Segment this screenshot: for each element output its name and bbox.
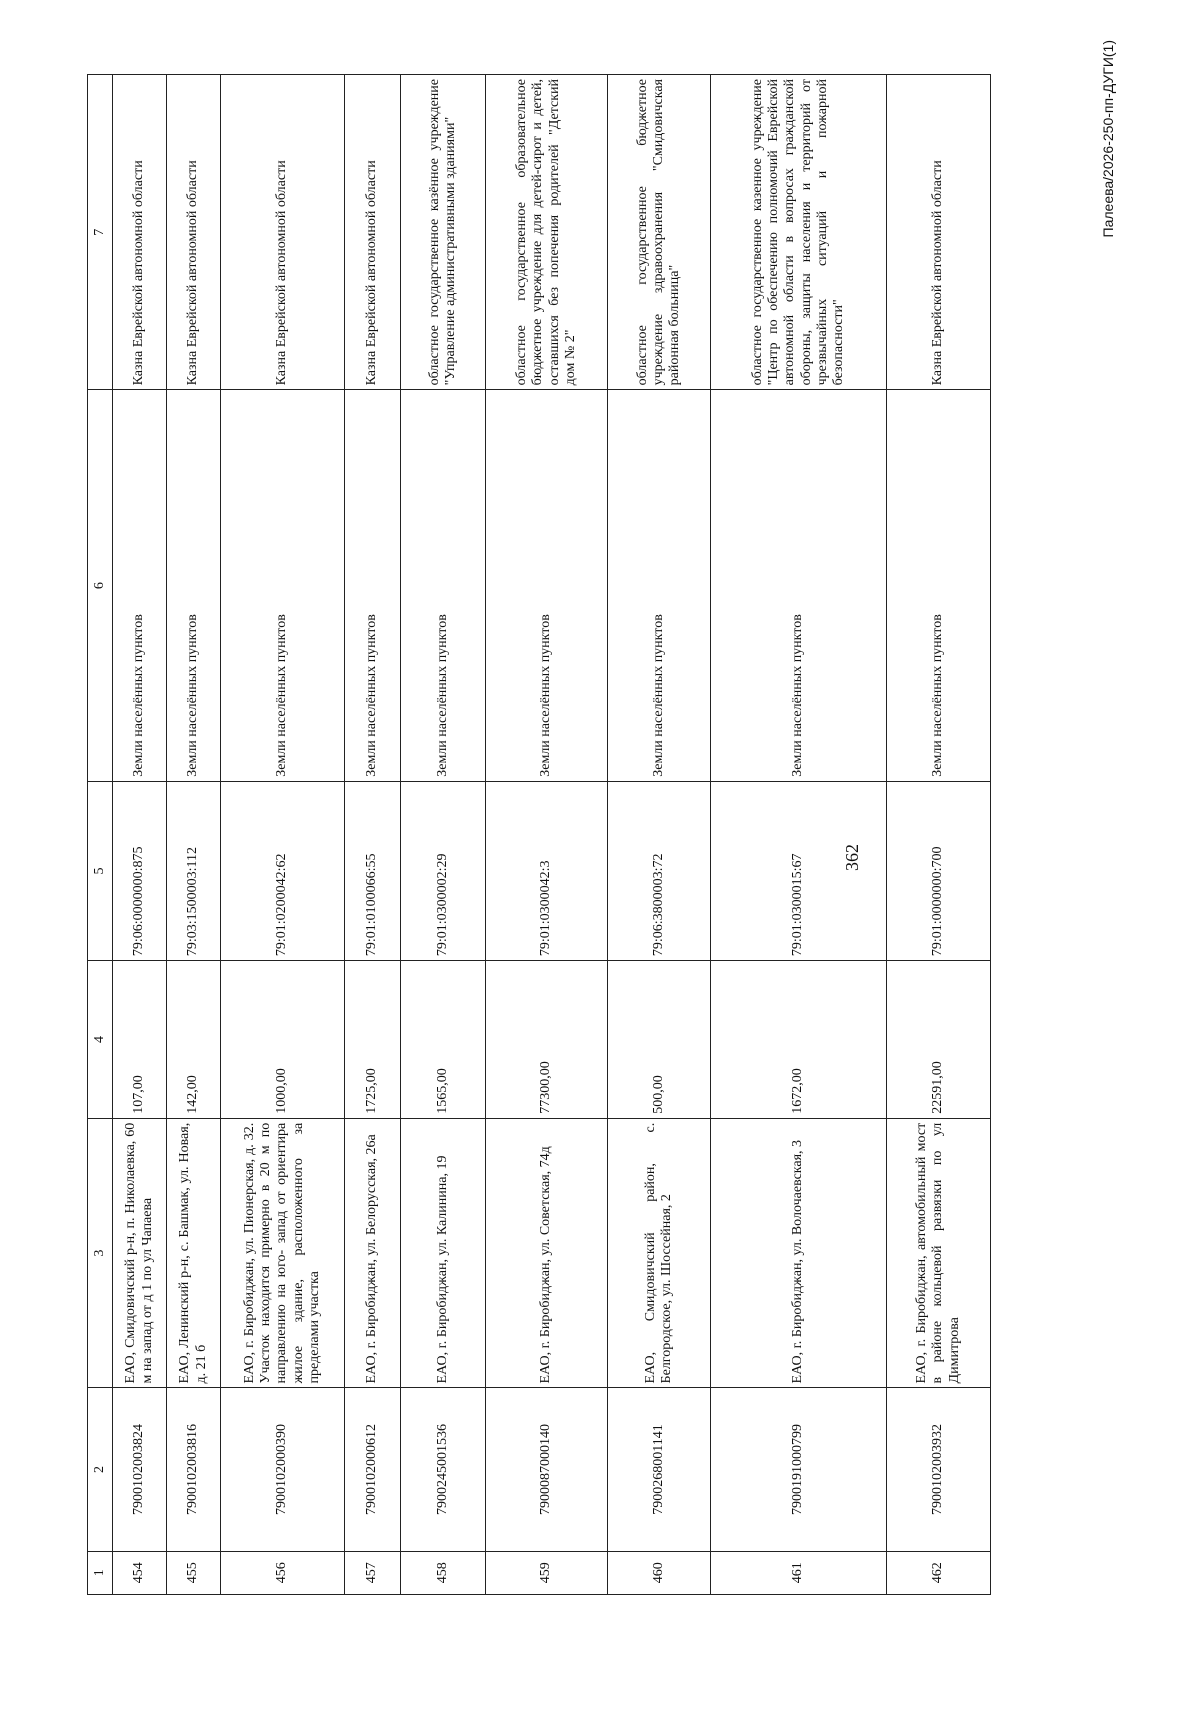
- owner: областное государственное казённое учреждение "Управление административными зданиями": [401, 75, 486, 390]
- table-row: [711, 75, 887, 1595]
- property-table: [87, 74, 991, 1595]
- table-row: [345, 75, 401, 1595]
- owner: областное государственное бюджетное учреждение здравоохранения "Смидовичская районная больница": [608, 75, 711, 390]
- land-category: Земли населённых пунктов: [113, 390, 167, 781]
- address: ЕАО, г. Биробиджан, ул. Волочаевская, 3: [711, 1118, 887, 1388]
- area: 22591,00: [887, 961, 991, 1119]
- row-number: 455: [167, 1551, 221, 1594]
- address: ЕАО, г. Биробиджан, автомобильный мост в районе кольцевой развязки по ул Димитрова: [887, 1118, 991, 1388]
- cadastral-number: 79:03:1500003:112: [167, 781, 221, 960]
- page-number: 362: [842, 844, 862, 871]
- address: ЕАО, г. Биробиджан, ул. Калинина, 19: [401, 1118, 486, 1388]
- land-category: Земли населённых пунктов: [345, 390, 401, 781]
- address: ЕАО, Ленинский р-н, с. Башмак, ул. Новая, д. 21 б: [167, 1118, 221, 1388]
- table-row: [221, 75, 345, 1595]
- header-cell: 7: [88, 75, 113, 390]
- address: ЕАО, г. Биробиджан, ул. Пионерская, д. 32. Участок находится примерно в 20 м по направлению на юго- запад от ориентира жилое здание, расположенного за пределами участка: [221, 1118, 345, 1388]
- area: 1565,00: [401, 961, 486, 1119]
- table-row: [401, 75, 486, 1595]
- header-cell: 1: [88, 1551, 113, 1594]
- table-row: [887, 75, 991, 1595]
- land-category: Земли населённых пунктов: [711, 390, 887, 781]
- table-row: [486, 75, 608, 1595]
- area: 77300,00: [486, 961, 608, 1119]
- registry-code: 7900087000140: [486, 1388, 608, 1551]
- cadastral-number: 79:01:0000000:700: [887, 781, 991, 960]
- owner: Казна Еврейской автономной области: [221, 75, 345, 390]
- area: 500,00: [608, 961, 711, 1119]
- header-row: [88, 75, 113, 1595]
- registry-code: 7900102000390: [221, 1388, 345, 1551]
- area: 1725,00: [345, 961, 401, 1119]
- address: ЕАО, Смидовичский р-н, п. Николаевка, 60 м на запад от д 1 по ул Чапаева: [113, 1118, 167, 1388]
- cadastral-number: 79:01:0300002:29: [401, 781, 486, 960]
- land-category: Земли населённых пунктов: [608, 390, 711, 781]
- row-number: 461: [711, 1551, 887, 1594]
- land-category: Земли населённых пунктов: [401, 390, 486, 781]
- header-cell: 5: [88, 781, 113, 960]
- registry-code: 7900268001141: [608, 1388, 711, 1551]
- cadastral-number: 79:01:0200042:62: [221, 781, 345, 960]
- row-number: 457: [345, 1551, 401, 1594]
- row-number: 460: [608, 1551, 711, 1594]
- table-row: [608, 75, 711, 1595]
- area: 142,00: [167, 961, 221, 1119]
- cadastral-number: 79:06:0000000:875: [113, 781, 167, 960]
- registry-code: 7900102003932: [887, 1388, 991, 1551]
- row-number: 459: [486, 1551, 608, 1594]
- area: 1672,00: [711, 961, 887, 1119]
- area: 1000,00: [221, 961, 345, 1119]
- address: ЕАО, г. Биробиджан, ул. Советская, 74д: [486, 1118, 608, 1388]
- owner: Казна Еврейской автономной области: [167, 75, 221, 390]
- land-category: Земли населённых пунктов: [486, 390, 608, 781]
- header-cell: 2: [88, 1388, 113, 1551]
- document-code: Палеева/2026-250-пп-ДУГИ(1): [1100, 40, 1116, 238]
- cadastral-number: 79:01:0300015:67: [711, 781, 887, 960]
- land-category: Земли населённых пунктов: [221, 390, 345, 781]
- address: ЕАО, г. Биробиджан, ул. Белорусская, 26а: [345, 1118, 401, 1388]
- owner: Казна Еврейской автономной области: [345, 75, 401, 390]
- registry-code: 7900102003816: [167, 1388, 221, 1551]
- owner: Казна Еврейской автономной области: [113, 75, 167, 390]
- owner: областное государственное казенное учреждение "Центр по обеспечению полномочий Еврейской автономной области в вопросах гражданской обороны, защиты населения и территорий от чрезвычайных ситуаций и пожарной безопасности": [711, 75, 887, 390]
- row-number: 454: [113, 1551, 167, 1594]
- owner: Казна Еврейской автономной области: [887, 75, 991, 390]
- owner: областное государственное образовательное бюджетное учреждение для детей-сирот и детей, оставшихся без попечения родителей "Детский дом № 2": [486, 75, 608, 390]
- area: 107,00: [113, 961, 167, 1119]
- land-category: Земли населённых пунктов: [167, 390, 221, 781]
- header-cell: 6: [88, 390, 113, 781]
- table-row: [113, 75, 167, 1595]
- row-number: 456: [221, 1551, 345, 1594]
- row-number: 458: [401, 1551, 486, 1594]
- row-number: 462: [887, 1551, 991, 1594]
- header-cell: 3: [88, 1118, 113, 1388]
- cadastral-number: 79:01:0100066:55: [345, 781, 401, 960]
- registry-code: 7900102000612: [345, 1388, 401, 1551]
- cadastral-number: 79:01:0300042:3: [486, 781, 608, 960]
- table-row: [167, 75, 221, 1595]
- header-cell: 4: [88, 961, 113, 1119]
- land-category: Земли населённых пунктов: [887, 390, 991, 781]
- registry-code: 7900191000799: [711, 1388, 887, 1551]
- address: ЕАО, Смидовичский район, с. Белгородское, ул. Шоссейная, 2: [608, 1118, 711, 1388]
- cadastral-number: 79:06:3800003:72: [608, 781, 711, 960]
- registry-code: 7900102003824: [113, 1388, 167, 1551]
- registry-code: 7900245001536: [401, 1388, 486, 1551]
